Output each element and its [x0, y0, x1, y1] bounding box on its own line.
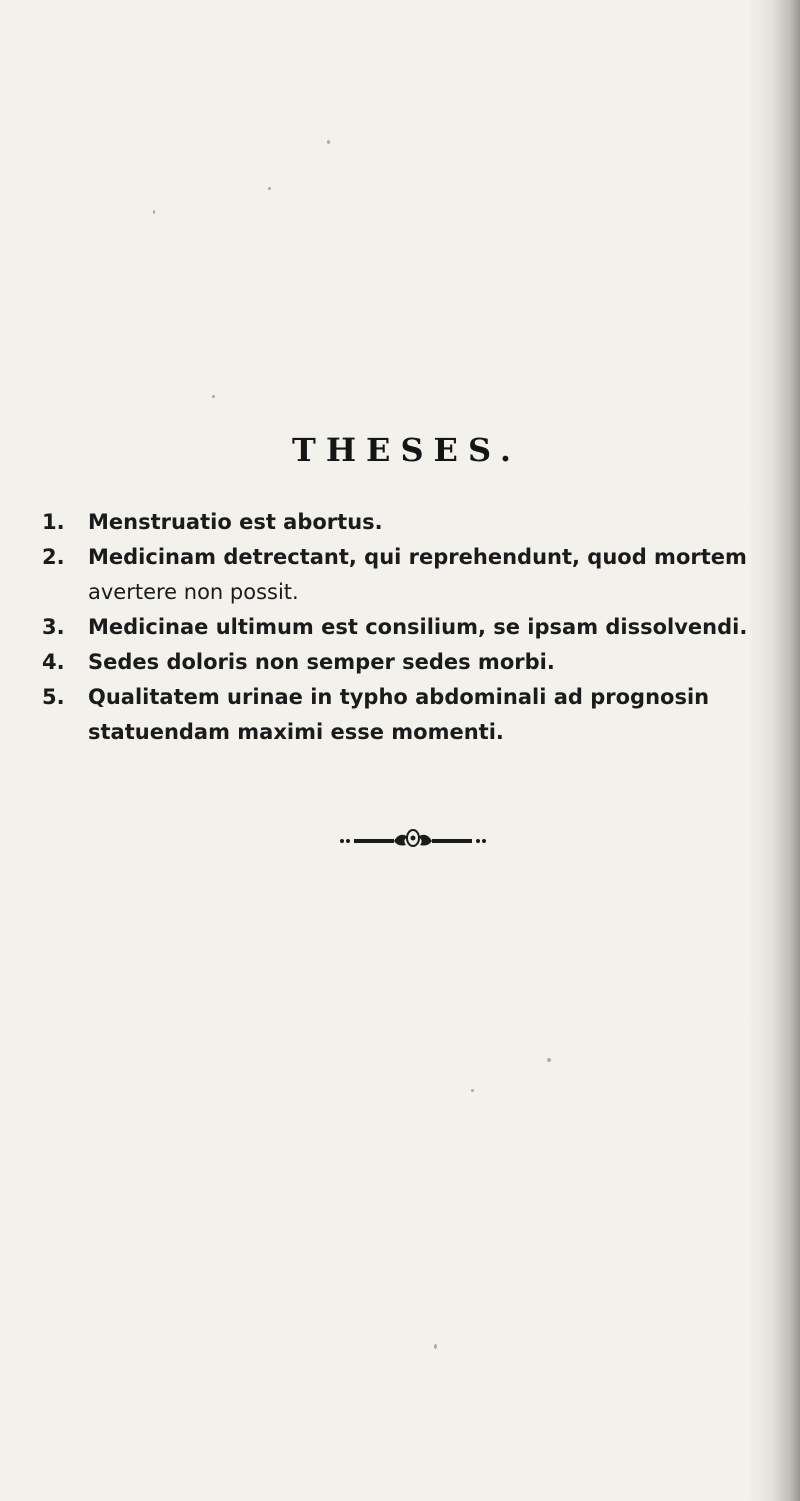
thesis-item-5 — [42, 680, 782, 750]
thesis-number: 4. — [42, 650, 65, 674]
scan-speck — [268, 187, 271, 190]
decorative-divider-icon — [338, 826, 488, 852]
scan-speck — [212, 395, 215, 398]
thesis-item-4 — [42, 645, 782, 680]
scan-speck — [327, 140, 330, 144]
thesis-text: Medicinae ultimum est consilium, se ipsam dissolvendi. — [88, 615, 748, 639]
scan-speck — [471, 1089, 474, 1092]
scan-speck — [547, 1058, 551, 1062]
thesis-text: Medicinam detrectant, qui reprehendunt, quod mortem — [88, 545, 747, 569]
thesis-text-continued: statuendam maximi esse momenti. — [88, 720, 504, 744]
thesis-text: Menstruatio est abortus. — [88, 510, 383, 534]
thesis-text: Qualitatem urinae in typho abdominali ad prognosin — [88, 685, 710, 709]
theses-list — [42, 505, 782, 750]
thesis-number: 5. — [42, 685, 65, 709]
page-heading: THESES. — [292, 431, 522, 469]
thesis-number: 1. — [42, 510, 65, 534]
thesis-number: 2. — [42, 545, 65, 569]
scan-speck — [153, 210, 155, 214]
scan-speck — [434, 1344, 437, 1349]
thesis-item-1 — [42, 505, 782, 540]
thesis-number: 3. — [42, 615, 65, 639]
page-edge-shadow — [748, 0, 800, 1501]
thesis-text: Sedes doloris non semper sedes morbi. — [88, 650, 555, 674]
thesis-item-2 — [42, 540, 782, 610]
thesis-text-continued: avertere non possit. — [88, 580, 299, 604]
thesis-item-3 — [42, 610, 782, 645]
